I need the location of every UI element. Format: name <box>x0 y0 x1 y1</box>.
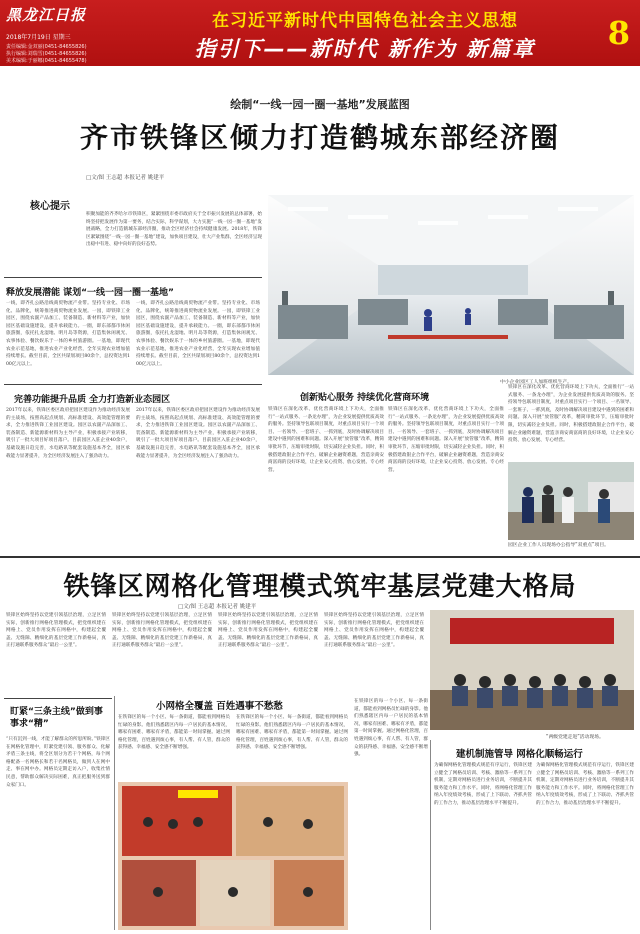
article2-headline: 铁锋区网格化管理模式筑牢基层党建大格局 <box>63 572 577 602</box>
section6-title: 建机制施管导 网格化顺畅运行 <box>456 749 583 760</box>
masthead-sub-slogan: 指引下——新时代 新作为 新篇章 <box>194 37 536 61</box>
section2-text-col2: 2017年以来，铁锋区委区政府把园区建设作为推动经济发展的主战场，按照高起点规划、高标准建设、高效能管理的要求，全力推进铁锋工业园区建设。园区以农副产品深加工、装备制造、新能源新材料为主导产业，积极承接产业转移，吸引了一批大项目好项目落户。目前园区入驻企业40余户，基础设施日趋完善，水电路讯等配套设施基本齐全，园区承载能力显著提升，为全区经济发展注入了强劲动力。 <box>136 408 260 459</box>
article2-intro-col2: 铁锋区始终坚持以党建引领基层治理，立足区情实际，创新推行网格化管理模式，把党组织建在网格上、党员作用发挥在网格中，构建起全覆盖、无缝隙、精细化的基层党建工作新格局，真正打通联系服务群众“最后一公里”。 <box>112 613 212 649</box>
section1-text-col1: 一线，即齐扎公路沿线商贸物流产业带。坚持专业化、市场化、品牌化，统筹推进商贸物流业发展。一园，即铁锋工业园区，围绕农副产品加工、装备制造、新材料等产业，加快园区基础设施建设，提升承载能力。一圈，即东部都市休闲旅游圈，依托扎龙湿地、明月岛等资源，打造集休闲观光、农事体验、餐饮娱乐于一体的乡村旅游圈。一基地，即现代农业示范基地，推进农业产业化经营，全年实现农业增加值持续增长。截至目前，全区共谋划项目80余个，总投资达到100亿元以上。 <box>6 301 130 367</box>
photo2-caption: 园区企业工作人员现场办公指导“双重点”项目。 <box>508 543 609 548</box>
article2-byline: □文/图 王志超 本报记者 姚建平 <box>178 604 257 610</box>
meeting-illustration <box>430 610 634 730</box>
workers-illustration <box>508 462 634 540</box>
editor-info <box>6 44 87 65</box>
meeting-photo <box>430 610 634 730</box>
photo1-caption: 中小企业园区工人加班组织生产。 <box>500 380 572 385</box>
section3-text-col1: 铁锋区在深化改革、优化营商环境上下功夫，全面推行“一站式服务、一条龙办理”，为企业发展提供优质高效的服务。坚持领导包联项目制度，对重点项目实行一个项目、一名领导、一套班子、一抓到底，及时协调解决项目建设中遇到的困难和问题。深入开展“放管服”改革，精简审批环节，压缩审批时限，切实减轻企业负担。同时，积极搭建政银企合作平台，破解企业融资难题，营造亲商安商富商的良好环境，让企业安心投资、放心发展、专心经营。 <box>268 407 384 473</box>
workers-photo <box>508 462 634 540</box>
article1-headline: 齐市铁锋区倾力打造鹤城东部经济圈 <box>79 121 560 154</box>
section3-text-col2: 铁锋区在深化改革、优化营商环境上下功夫，全面推行“一站式服务、一条龙办理”，为企业发展提供优质高效的服务。坚持领导包联项目制度，对重点项目实行一个项目、一名领导、一套班子、一抓到底，及时协调解决项目建设中遇到的困难和问题。深入开展“放管服”改革，精简审批环节，压缩审批时限，切实减轻企业负担。同时，积极搭建政银企合作平台，破解企业融资难题，营造亲商安商富商的良好环境，让企业安心投资、放心发展、专心经营。 <box>388 407 504 473</box>
masthead-left <box>6 4 156 64</box>
section4-text: “只有沉到一线，才能了解群众的所思所盼。”铁锋区在网格化管理中，盯紧党建引领、服务群众、化解矛盾三条主线，将全区划分为若干个网格，每个网格配备一名网格长和若干名网格员，做到人在网中走、事在网中办。网格员定期走访入户，收集社情民意，帮助群众解决实际困难，真正把服务送到群众家门口。 <box>6 737 110 788</box>
section4-title: 盯紧“三条主线”做到事事求“精” <box>10 707 103 729</box>
divider <box>4 277 262 278</box>
date-line: 2018年7月19日 星期三 <box>6 34 71 41</box>
newspaper-logo: 黑龙江日报 <box>6 6 87 24</box>
article1-kicker: 绘制“一线一园一圈一基地”发展蓝图 <box>230 98 410 111</box>
community-collage-photo <box>118 782 348 930</box>
factory-photo <box>268 195 634 375</box>
section3-title: 创新贴心服务 持续优化营商环境 <box>300 393 430 403</box>
masthead-slogan: 在习近平新时代中国特色社会主义思想 <box>212 11 518 31</box>
editor-line: 执行编辑:刘瑞雪(0451-84655826) <box>6 51 87 57</box>
divider <box>114 696 115 930</box>
divider <box>430 740 431 930</box>
divider <box>4 384 262 385</box>
masthead <box>0 0 640 66</box>
section1-title: 释放发展潜能 谋划“一线一园一圈一基地” <box>6 288 174 298</box>
section5-text-col2: 在铁锋区的每一个小区、每一条街道，都能看到网格员忙碌的身影。他们熟悉辖区内每一户居民的基本情况，哪家有困难、哪家有矛盾，都能第一时间掌握。通过网格化管理，百姓遇到烦心事，有人帮、有人管，群众的获得感、幸福感、安全感不断增强。 <box>236 715 348 751</box>
core-summary-title: 核心提示 <box>30 201 70 212</box>
article2-intro-col3: 铁锋区始终坚持以党建引领基层治理，立足区情实际，创新推行网格化管理模式，把党组织建在网格上、党员作用发挥在网格中，构建起全覆盖、无缝隙、精细化的基层党建工作新格局，真正打通联系服务群众“最后一公里”。 <box>218 613 318 649</box>
article2-intro-col1: 铁锋区始终坚持以党建引领基层治理，立足区情实际，创新推行网格化管理模式，把党组织建在网格上、党员作用发挥在网格中，构建起全覆盖、无缝隙、精细化的基层党建工作新格局，真正打通联系服务群众“最后一公里”。 <box>6 613 106 649</box>
section1-text-col2: 一线，即齐扎公路沿线商贸物流产业带。坚持专业化、市场化、品牌化，统筹推进商贸物流业发展。一园，即铁锋工业园区，围绕农副产品加工、装备制造、新材料等产业，加快园区基础设施建设，提升承载能力。一圈，即东部都市休闲旅游圈，依托扎龙湿地、明月岛等资源，打造集休闲观光、农事体验、餐饮娱乐于一体的乡村旅游圈。一基地，即现代农业示范基地，推进农业产业化经营，全年实现农业增加值持续增长。截至目前，全区共谋划项目80余个，总投资达到100亿元以上。 <box>136 301 260 367</box>
article2-intro-col4: 铁锋区始终坚持以党建引领基层治理，立足区情实际，创新推行网格化管理模式，把党组织建在网格上、党员作用发挥在网格中，构建起全覆盖、无缝隙、精细化的基层党建工作新格局，真正打通联系服务群众“最后一公里”。 <box>324 613 424 649</box>
section-rule <box>0 556 640 558</box>
core-summary-text: 积聚加能的齐齐哈尔市铁锋区，紧紧围绕市委市政府关于全市振兴发展的总体部署，始终坚持把发展作为第一要务，结合实际，科学谋划，大力实施“一线一园一圈一基地”发展战略，全力打造鹤城东部经济圈，推动全区经济社会持续健康发展。2018年，铁锋区紧紧围绕“一线一园一圈一基地”建设，加快项目建设，壮大产业集群，全区经济呈现出稳中有进、稳中向好的良好态势。 <box>86 212 262 248</box>
page-number: 8 <box>607 14 630 52</box>
section3-text-col3: 铁锋区在深化改革、优化营商环境上下功夫，全面推行“一站式服务、一条龙办理”，为企业发展提供优质高效的服务。坚持领导包联项目制度，对重点项目实行一个项目、一名领导、一套班子、一抓到底，及时协调解决项目建设中遇到的困难和问题。深入开展“放管服”改革，精简审批环节，压缩审批时限，切实减轻企业负担。同时，积极搭建政银企合作平台，破解企业融资难题，营造亲商安商富商的良好环境，让企业安心投资、放心发展、专心经营。 <box>508 385 634 444</box>
article1-byline: □文/图 王志超 本报记者 姚建平 <box>86 175 165 181</box>
editor-line: 美术编辑:于丽娜(0451-84655478) <box>6 58 87 64</box>
section6-text-col1: 为确保网格化管理模式规范有序运行，铁锋区建立健全了网格员培训、考核、激励等一系列工作机制，定期对网格员进行业务培训，不断提升其服务能力和工作水平。同时，将网格化管理工作纳入年度绩效考核，形成了上下联动、齐抓共管的工作合力，推动基层治理水平不断提升。 <box>434 763 532 806</box>
collage-illustration <box>118 782 348 930</box>
photo3-caption: “两级党建走进”活动现场。 <box>546 735 604 740</box>
section5-text-col3: 在铁锋区的每一个小区、每一条街道，都能看到网格员忙碌的身影。他们熟悉辖区内每一户居民的基本情况，哪家有困难、哪家有矛盾，都能第一时间掌握。通过网格化管理，百姓遇到烦心事，有人帮、有人管，群众的获得感、幸福感、安全感不断增强。 <box>354 699 428 758</box>
section5-text-col1: 在铁锋区的每一个小区、每一条街道，都能看到网格员忙碌的身影。他们熟悉辖区内每一户居民的基本情况，哪家有困难、哪家有矛盾，都能第一时间掌握。通过网格化管理，百姓遇到烦心事，有人帮、有人管，群众的获得感、幸福感、安全感不断增强。 <box>118 715 230 751</box>
factory-illustration <box>268 195 634 375</box>
section2-title: 完善功能提升品质 全力打造新业态园区 <box>14 395 171 405</box>
section2-text-col1: 2017年以来，铁锋区委区政府把园区建设作为推动经济发展的主战场，按照高起点规划、高标准建设、高效能管理的要求，全力推进铁锋工业园区建设。园区以农副产品深加工、装备制造、新能源新材料为主导产业，积极承接产业转移，吸引了一批大项目好项目落户。目前园区入驻企业40余户，基础设施日趋完善，水电路讯等配套设施基本齐全，园区承载能力显著提升，为全区经济发展注入了强劲动力。 <box>6 408 130 459</box>
section6-text-col2: 为确保网格化管理模式规范有序运行，铁锋区建立健全了网格员培训、考核、激励等一系列工作机制，定期对网格员进行业务培训，不断提升其服务能力和工作水平。同时，将网格化管理工作纳入年度绩效考核，形成了上下联动、齐抓共管的工作合力，推动基层治理水平不断提升。 <box>536 763 634 806</box>
editor-line: 责任编辑:金双丽(0451-84655826) <box>6 44 87 50</box>
divider <box>4 698 112 699</box>
section5-title: 小网格全覆盖 百姓遇事不愁愁 <box>156 701 283 712</box>
